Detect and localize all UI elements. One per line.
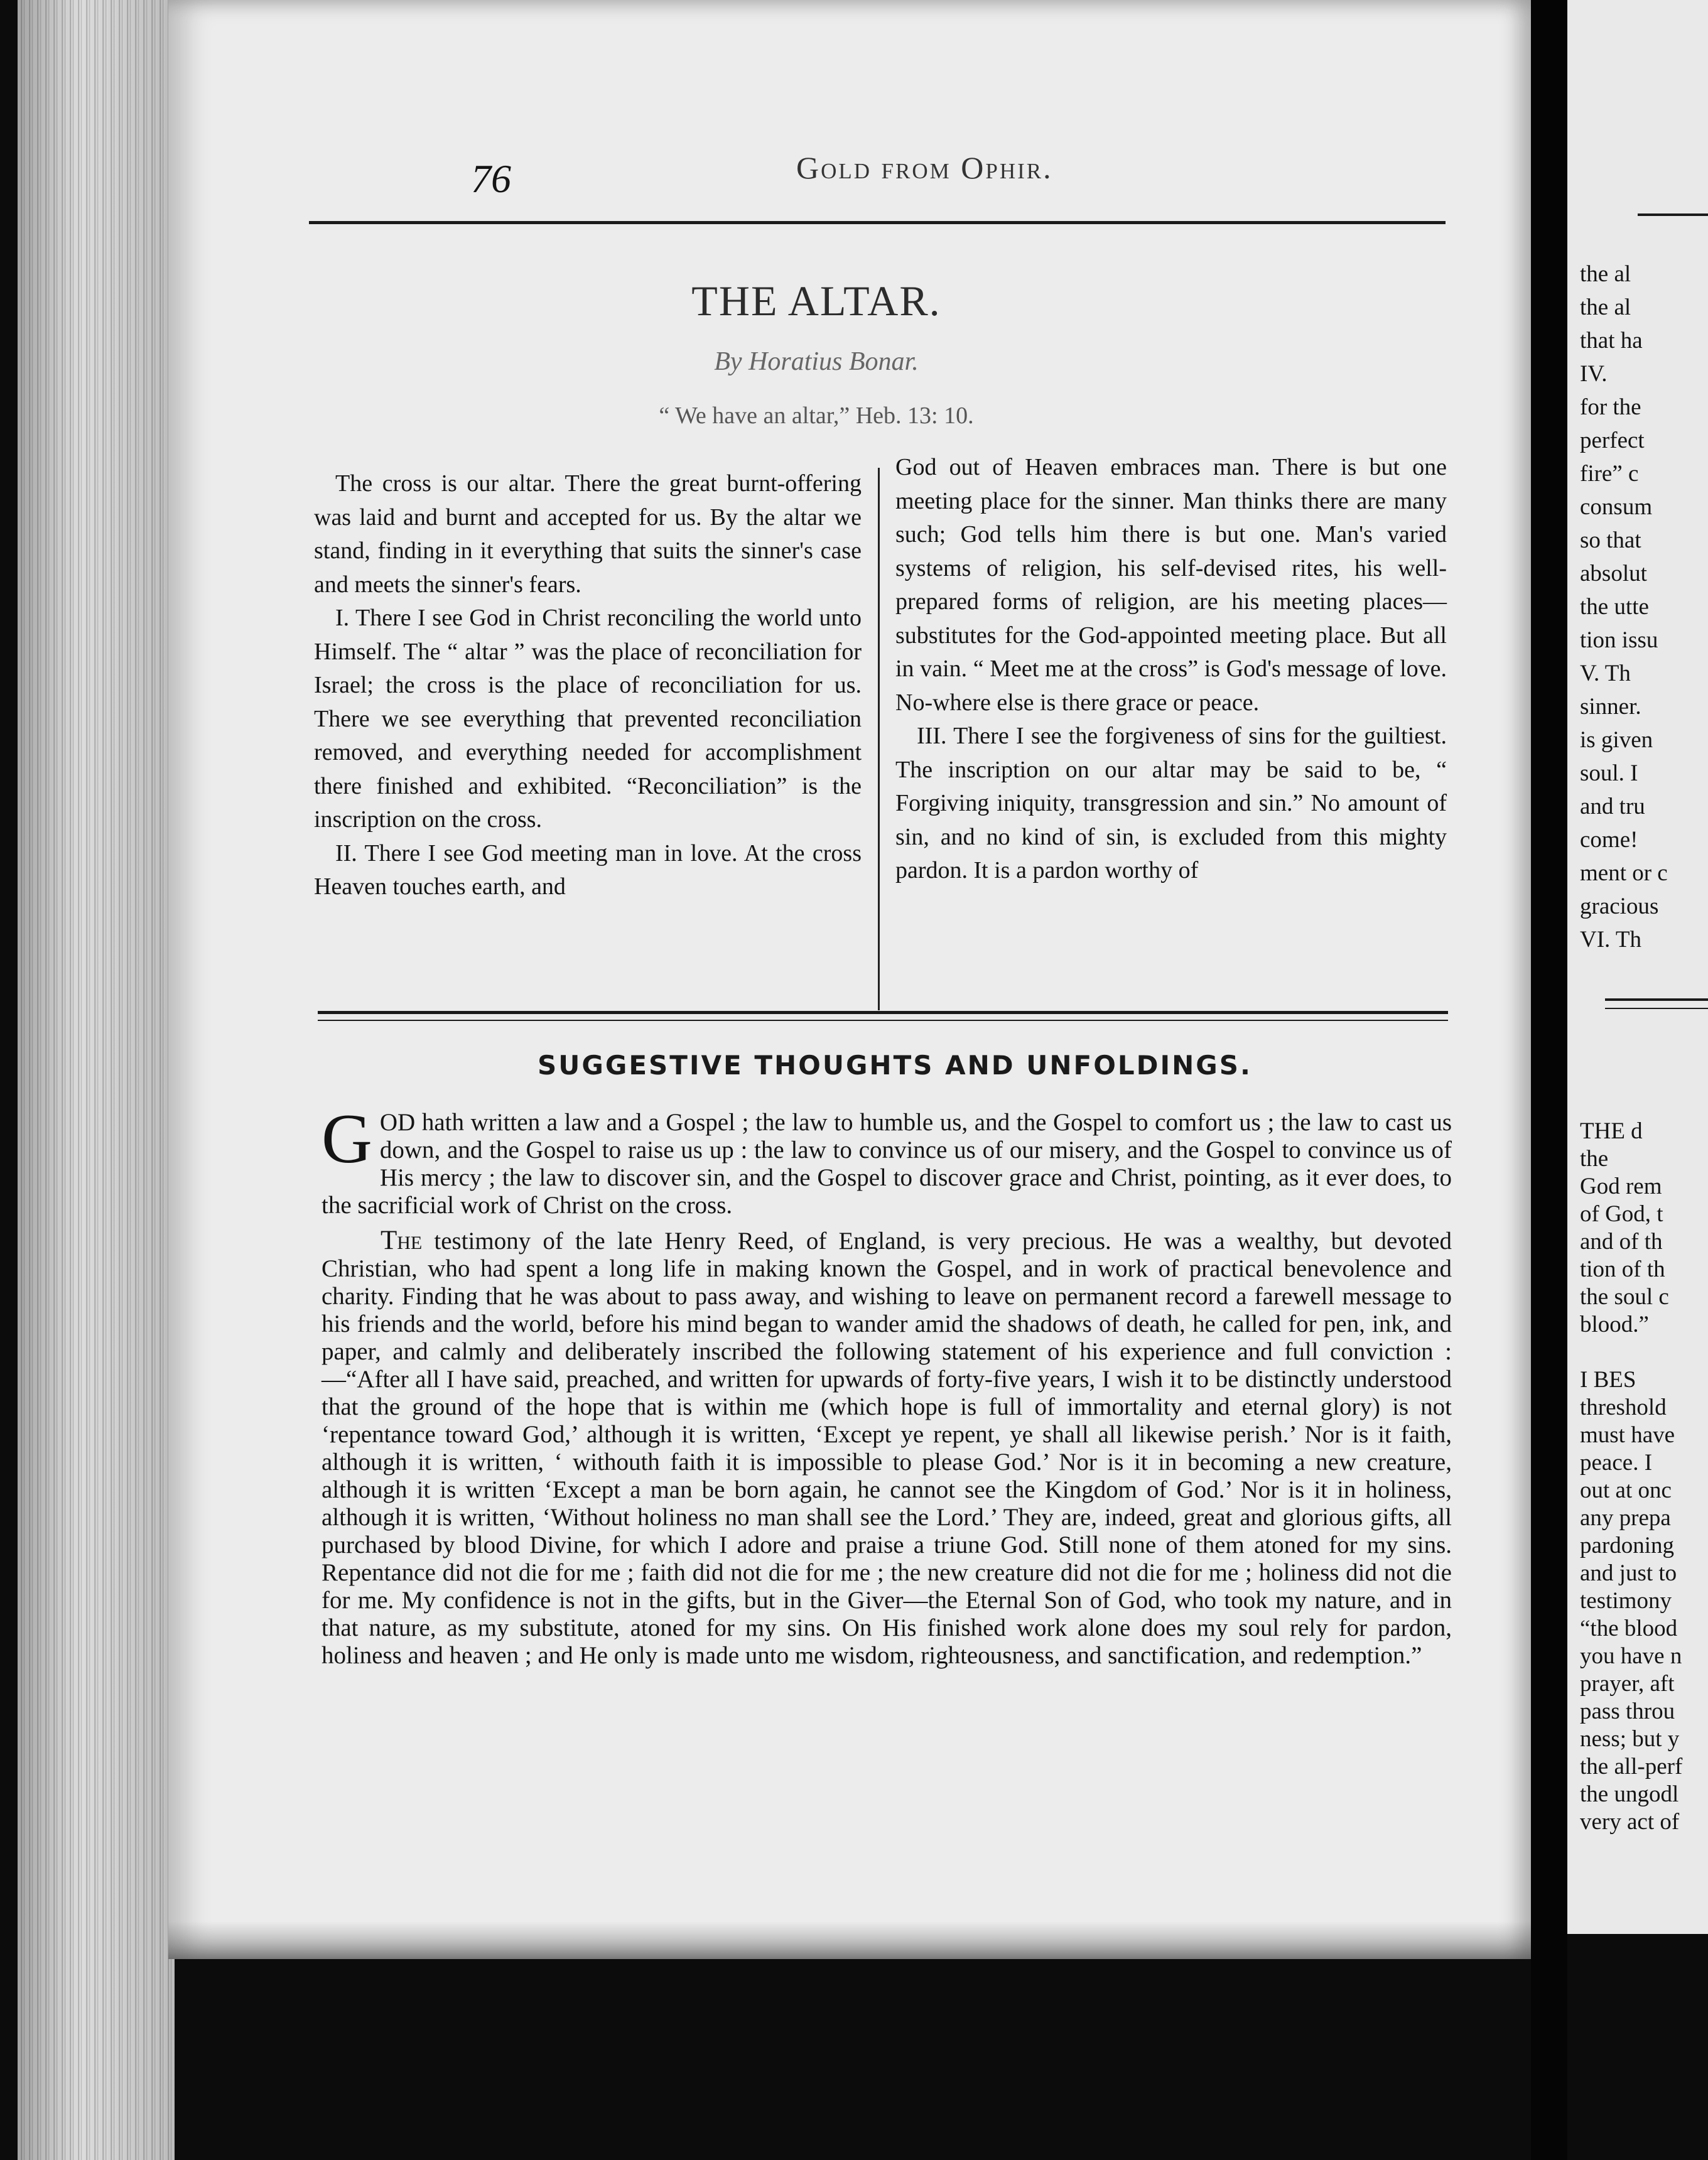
article-paragraph: God out of Heaven embraces man. There is but one meeting place for the sinner. Man thinks there are many such; God tells him there is but one. Man's varied systems of religion, his self-devised rites, his well-prepared forms of religion, are his meeting places—substitutes for the God-appointed meeting place. But all in vain. “ Meet me at the cross” is God's message of love. No-where else is there grace or peace.: [895, 454, 1447, 716]
facing-line: testimony: [1580, 1588, 1672, 1614]
facing-line: pass throu: [1580, 1698, 1675, 1724]
facing-line: VI. Th: [1580, 927, 1641, 953]
paragraph-text: testimony of the late Henry Reed, of England, is very precious. He was a wealthy, but devoted Christian, who had spent a long life in making known the Gospel, and in work of practical benevolence and charity. Finding that he was about to pass away, and wishing to leave on permanent record a farewell message to his friends and the world, before his mind began to wander amid the shadows of death, he called for pen, ink, and paper, and calmly and deliberately inscribed the following statement of his experience and full conviction :—“After all I have said, preached, and written for upwards of forty-five years, I wish it to be distinctly understood that the ground of the hope that is within me (which hope is full of immortality and eternal glory) is not ‘repentance toward God,’ although it is written, ‘Except ye repent, ye shall all likewise perish.’ Nor is it faith, although it is written, ‘ withouth faith it is impossible to please God.’ Nor is it in becoming a new creature, although it is written ‘Except a man be born again, he cannot see the Kingdom of God.’ Nor is it in holiness, although it is written, ‘Without holiness no man shall see the Lord.’ They are, indeed, great and glorious gifts, all purchased by blood Divine, for which I adore and praise a triune God. Still none of them atoned for my sins. Repentance did not die for me ; faith did not die for me ; the new creature did not die for me ; holiness did not die for me. My confidence is not in the gifts, but in the Giver—the Eternal Son of God, who took my nature, and in that nature, as my substitute, atoned for my sins. On His finished work alone does my soul rely for pardon, holiness and heaven ; and He only is made unto me wisdom, righteousness, and sanctification, and redemption.”: [322, 1228, 1452, 1669]
facing-line: that ha: [1580, 328, 1643, 354]
facing-text-bottom: [1580, 1118, 1682, 1836]
article-byline: By Horatius Bonar.: [714, 347, 919, 376]
facing-line: [1580, 1339, 1682, 1366]
facing-line: ness; but y: [1580, 1726, 1680, 1752]
section-heading: SUGGESTIVE THOUGHTS AND UNFOLDINGS.: [538, 1050, 1252, 1081]
facing-line: threshold: [1580, 1395, 1667, 1420]
facing-line: God rem: [1580, 1174, 1662, 1199]
thoughts-paragraph: [322, 1227, 1452, 1670]
page-number: 76: [471, 156, 511, 201]
thoughts-paragraph: [322, 1100, 1452, 1219]
facing-line: THE d: [1580, 1118, 1643, 1144]
facing-line: “the blood: [1580, 1616, 1678, 1641]
page-edges: [18, 0, 175, 2160]
facing-line: IV.: [1580, 361, 1608, 387]
facing-line: pardoning: [1580, 1533, 1675, 1558]
facing-line: the ungodl: [1580, 1781, 1679, 1807]
header-rule: [309, 221, 1446, 224]
facing-line: come!: [1580, 827, 1638, 853]
facing-line: you have n: [1580, 1643, 1682, 1669]
facing-line: gracious: [1580, 894, 1659, 919]
facing-line: of God, t: [1580, 1201, 1663, 1227]
facing-line: peace. I: [1580, 1450, 1653, 1476]
paragraph-text: OD hath written a law and a Gospel ; the law to humble us, and the Gospel to comfort us ; the law to cast us down, and the Gospel to raise us up : the law to convince us of our misery, and the Gospel to convince us of His mercy ; the law to discover sin, and the Gospel to discover grace and Christ, pointing, as it ever does, to the sacrificial work of Christ on the cross.: [322, 1109, 1452, 1219]
lead-word: The: [381, 1226, 423, 1255]
facing-line: I BES: [1580, 1367, 1636, 1393]
section-rule: [318, 1011, 1448, 1014]
article-left-column: [314, 467, 862, 904]
facing-line: consum: [1580, 494, 1653, 520]
facing-text-top: [1580, 257, 1668, 956]
facing-line: must have: [1580, 1422, 1675, 1448]
column-divider: [878, 468, 880, 1010]
facing-line: V. Th: [1580, 661, 1631, 686]
article-epigraph: “ We have an altar,” Heb. 13: 10.: [659, 402, 974, 429]
facing-line: ment or c: [1580, 860, 1668, 886]
running-head: Gold from Ophir.: [796, 150, 1053, 185]
section-rule: [318, 1020, 1448, 1021]
facing-line: the: [1580, 1146, 1609, 1172]
article-paragraph: II. There I see God meeting man in love. At the cross Heaven touches earth, and: [314, 840, 862, 900]
facing-line: for the: [1580, 394, 1641, 420]
facing-line: soul. I: [1580, 760, 1638, 786]
article-paragraph: III. There I see the forgiveness of sins for the guiltiest. The inscription on our altar may be said to be, “ Forgiving iniquity, transgression and sin.” No amount of sin, and no kind of sin, is excluded from this mighty pardon. It is a pardon worthy of: [895, 723, 1447, 883]
facing-line: perfect: [1580, 428, 1645, 453]
facing-line: so that: [1580, 527, 1641, 553]
facing-line: out at onc: [1580, 1477, 1672, 1503]
facing-line: absolut: [1580, 561, 1647, 586]
facing-header-rule: [1638, 213, 1708, 216]
facing-page: [1567, 0, 1708, 1934]
facing-line: blood.”: [1580, 1312, 1649, 1337]
facing-line: fire” c: [1580, 461, 1639, 487]
facing-line: the all-perf: [1580, 1754, 1683, 1779]
facing-line: very act of: [1580, 1809, 1680, 1835]
facing-line: and tru: [1580, 794, 1645, 819]
facing-section-rule: [1605, 998, 1708, 1001]
facing-line: sinner.: [1580, 694, 1641, 720]
facing-line: is given: [1580, 727, 1653, 753]
facing-line: the al: [1580, 261, 1631, 287]
book-gutter: [1531, 0, 1567, 2160]
drop-cap: G: [322, 1100, 372, 1178]
article-title: THE ALTAR.: [691, 277, 941, 325]
article-right-column: [895, 451, 1447, 888]
facing-line: any prepa: [1580, 1505, 1671, 1531]
facing-line: the utte: [1580, 594, 1649, 620]
facing-line: the al: [1580, 294, 1631, 320]
thoughts-body: [322, 1100, 1452, 1677]
article-paragraph: I. There I see God in Christ reconciling the world unto Himself. The “ altar ” was the place of reconciliation for Israel; the cross is the place of reconciliation for us. There we see everything that prevented reconciliation removed, and everything needed for accomplishment there finished and exhibited. “Reconciliation” is the inscription on the cross.: [314, 605, 862, 833]
facing-section-rule: [1605, 1008, 1708, 1009]
facing-line: tion issu: [1580, 627, 1658, 653]
facing-line: and just to: [1580, 1560, 1677, 1586]
facing-line: prayer, aft: [1580, 1671, 1675, 1697]
facing-line: and of th: [1580, 1229, 1663, 1255]
facing-line: the soul c: [1580, 1284, 1669, 1310]
facing-line: tion of th: [1580, 1256, 1665, 1282]
article-paragraph: The cross is our altar. There the great burnt-offering was laid and burnt and accepted for us. By the altar we stand, finding in it everything that suits the sinner's case and meets the sinner's fears.: [314, 470, 862, 598]
